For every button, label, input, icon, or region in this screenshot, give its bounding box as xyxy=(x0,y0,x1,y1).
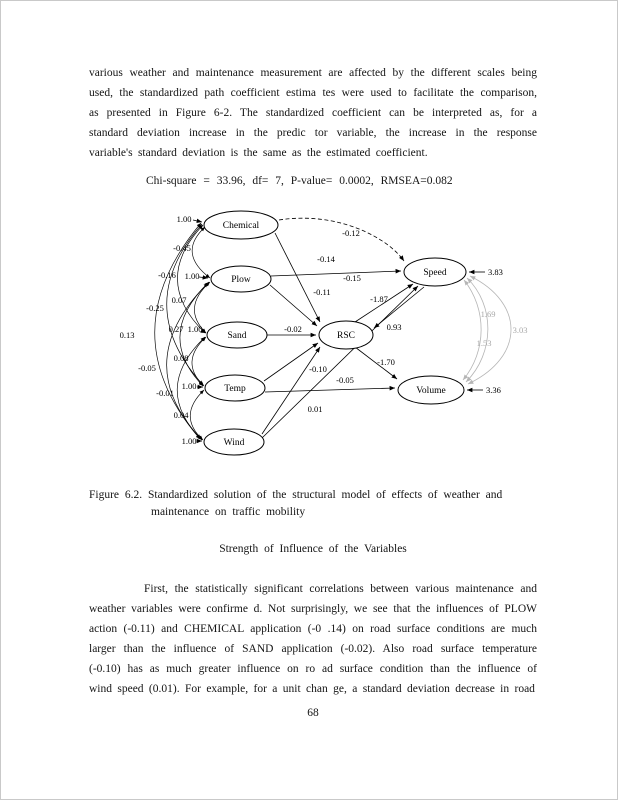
coef-label: 0.08 xyxy=(173,353,189,363)
coef-temp-volume: -0.05 xyxy=(336,375,354,385)
coef-speed-rsc: 0.93 xyxy=(386,322,402,332)
node-label-sand: Sand xyxy=(227,331,247,341)
coef-label: 0.07 xyxy=(171,295,187,305)
coef-label: 1.00 xyxy=(184,271,200,281)
node-wind xyxy=(204,429,264,455)
node-label-volume: Volume xyxy=(416,386,446,396)
coef-label: 0.27 xyxy=(168,324,184,334)
path-plow-rsc xyxy=(270,285,317,326)
coef-label: 1.00 xyxy=(176,214,192,224)
section-heading: Strength of Influence of the Variables xyxy=(219,543,407,555)
coef-label: 0.04 xyxy=(173,410,189,420)
node-plow xyxy=(211,266,271,292)
coef-label: 1.00 xyxy=(181,436,197,446)
coef-gray-2: 1.53 xyxy=(476,338,492,348)
coef-label: 1.00 xyxy=(181,381,197,391)
coef-speed-variance: 3.83 xyxy=(488,267,503,277)
path-temp-volume xyxy=(265,388,395,392)
chi-square-line: Chi-square = 33.96, df= 7, P-value= 0.0002, RMSEA=0.082 xyxy=(146,175,453,187)
coef-gray-3: 3.03 xyxy=(512,325,528,335)
coef-temp-rsc: -0.10 xyxy=(309,364,327,374)
coef-label: -0.16 xyxy=(158,270,176,280)
coef-volume-variance: 3.36 xyxy=(486,385,501,395)
node-temp xyxy=(205,375,265,401)
variance-arrow-plow xyxy=(199,277,208,278)
figure-caption-line2: maintenance on traffic mobility xyxy=(151,506,306,518)
coef-chemical-speed: -0.12 xyxy=(342,228,360,238)
node-label-temp: Temp xyxy=(224,384,246,394)
coef-sand-rsc: -0.02 xyxy=(284,324,302,334)
coef-label: 0.13 xyxy=(119,330,135,340)
paragraph-2: First, the statistically significant correlations between various maintenance and weather variables were confirme d. Not surprisingly, we see that the influences of PLOW action (-0.11) and CHEMICAL application (-0 .14) on road surface conditions are much larger than the influence of SAND application (-0.02). Also road surface temperature (-0.10) has as much greater influence on ro ad surface condition than the influence of wind speed (0.01). For example, for a unit chan ge, a standard deviation decrease in road xyxy=(89,583,537,695)
coef-label: -0.45 xyxy=(173,243,191,253)
node-chemical xyxy=(204,211,278,239)
figure-caption xyxy=(89,487,537,521)
covariance-arc-sand-temp xyxy=(192,337,206,386)
variance-arrow-chemical xyxy=(193,220,202,222)
node-rsc xyxy=(319,321,373,349)
coef-plow-speed: -0.15 xyxy=(343,273,361,283)
coef-rsc-volume: -1.70 xyxy=(377,357,395,367)
coef-label: -0.01 xyxy=(156,388,174,398)
coef-label: 1.00 xyxy=(187,324,203,334)
coef-wind-rsc: 0.01 xyxy=(307,404,323,414)
node-speed xyxy=(404,258,466,286)
node-label-wind: Wind xyxy=(223,438,245,448)
sem-diagram xyxy=(89,205,549,465)
node-label-rsc: RSC xyxy=(337,331,355,341)
gray-arc-speed-volume-3 xyxy=(468,276,511,384)
covariance-arc-temp-wind xyxy=(190,390,204,440)
coef-label: -0.25 xyxy=(146,303,164,313)
figure-caption-line1: Figure 6.2. Standardized solution of the structural model of effects of weather and xyxy=(89,489,503,501)
gray-arc-speed-volume-2 xyxy=(463,280,481,380)
path-plow-speed xyxy=(271,271,401,276)
coef-gray-1: 1.69 xyxy=(480,309,496,319)
node-volume xyxy=(398,376,464,404)
coef-chemical-rsc: -0.14 xyxy=(317,254,335,264)
page-number: 68 xyxy=(307,707,319,719)
node-label-plow: Plow xyxy=(231,275,251,285)
coef-rsc-speed: -1.87 xyxy=(370,294,388,304)
figure-6-2 xyxy=(89,205,537,465)
coef-plow-rsc: -0.11 xyxy=(313,287,331,297)
path-chemical-speed xyxy=(279,218,404,261)
node-sand xyxy=(207,322,267,348)
node-label-speed: Speed xyxy=(423,268,447,278)
paragraph-1: various weather and maintenance measurement are affected by the different scales being used, the standardized path coefficient estima tes were used to facilitate the comparison, as presented in Figure 6-2. The standardized coefficient can be interpreted as, for a standard deviation increase in the predic tor variable, the increase in the response variable's standard deviation is the same as the estimated coefficient. xyxy=(89,67,537,159)
gray-arc-speed-volume-1 xyxy=(466,278,488,382)
node-label-chemical: Chemical xyxy=(222,221,260,231)
coef-label: -0.05 xyxy=(138,363,156,373)
